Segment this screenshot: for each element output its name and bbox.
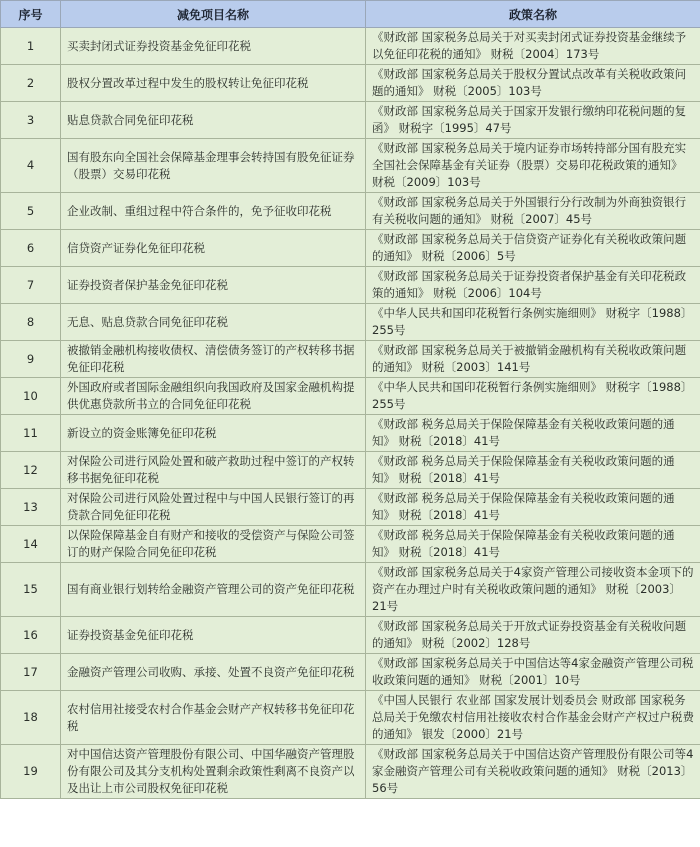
row-policy: 《财政部 税务总局关于保险保障基金有关税收政策问题的通知》 财税〔2018〕41号: [366, 526, 700, 563]
table-row: [1, 102, 700, 139]
row-no: 13: [1, 489, 61, 526]
row-item: 新设立的资金账簿免征印花税: [61, 415, 366, 452]
row-item: 国有股东向全国社会保障基金理事会转持国有股免征证券（股票）交易印花税: [61, 139, 366, 193]
row-no: 3: [1, 102, 61, 139]
row-policy: 《中华人民共和国印花税暂行条例实施细则》 财税字〔1988〕255号: [366, 304, 700, 341]
row-policy: 《财政部 国家税务总局关于对买卖封闭式证券投资基金继续予以免征印花税的通知》 财税〔2004〕173号: [366, 28, 700, 65]
table-row: [1, 617, 700, 654]
row-no: 19: [1, 745, 61, 799]
row-no: 12: [1, 452, 61, 489]
row-policy: 《财政部 国家税务总局关于中国信达等4家金融资产管理公司税收政策问题的通知》 财税〔2001〕10号: [366, 654, 700, 691]
table-row: [1, 489, 700, 526]
table-header-row: [1, 1, 700, 28]
header-item: 减免项目名称: [61, 1, 366, 28]
row-item: 对保险公司进行风险处置过程中与中国人民银行签订的再贷款合同免征印花税: [61, 489, 366, 526]
row-policy: 《财政部 国家税务总局关于4家资产管理公司接收资本金项下的资产在办理过户时有关税收政策问题的通知》 财税〔2003〕21号: [366, 563, 700, 617]
table-row: [1, 28, 700, 65]
row-item: 国有商业银行划转给金融资产管理公司的资产免征印花税: [61, 563, 366, 617]
row-item: 企业改制、重组过程中符合条件的，免予征收印花税: [61, 193, 366, 230]
table-row: [1, 341, 700, 378]
row-policy: 《财政部 国家税务总局关于中国信达资产管理股份有限公司等4家金融资产管理公司有关税收政策问题的通知》 财税〔2013〕56号: [366, 745, 700, 799]
table-row: [1, 378, 700, 415]
table-row: [1, 267, 700, 304]
table-row: [1, 654, 700, 691]
row-no: 15: [1, 563, 61, 617]
row-policy: 《财政部 国家税务总局关于被撤销金融机构有关税收政策问题的通知》 财税〔2003〕141号: [366, 341, 700, 378]
row-policy: 《财政部 税务总局关于保险保障基金有关税收政策问题的通知》 财税〔2018〕41号: [366, 489, 700, 526]
row-item: 以保险保障基金自有财产和接收的受偿资产与保险公司签订的财产保险合同免征印花税: [61, 526, 366, 563]
row-no: 7: [1, 267, 61, 304]
row-item: 外国政府或者国际金融组织向我国政府及国家金融机构提供优惠贷款所书立的合同免征印花税: [61, 378, 366, 415]
row-policy: 《财政部 国家税务总局关于国家开发银行缴纳印花税问题的复函》 财税字〔1995〕47号: [366, 102, 700, 139]
row-no: 2: [1, 65, 61, 102]
row-item: 信贷资产证券化免征印花税: [61, 230, 366, 267]
header-no: 序号: [1, 1, 61, 28]
row-policy: 《中华人民共和国印花税暂行条例实施细则》 财税字〔1988〕255号: [366, 378, 700, 415]
row-no: 14: [1, 526, 61, 563]
row-no: 1: [1, 28, 61, 65]
table-row: [1, 304, 700, 341]
header-policy: 政策名称: [366, 1, 700, 28]
row-item: 贴息贷款合同免征印花税: [61, 102, 366, 139]
row-policy: 《财政部 税务总局关于保险保障基金有关税收政策问题的通知》 财税〔2018〕41号: [366, 415, 700, 452]
table-row: [1, 452, 700, 489]
row-policy: 《财政部 国家税务总局关于股权分置试点改革有关税收政策问题的通知》 财税〔2005〕103号: [366, 65, 700, 102]
row-no: 16: [1, 617, 61, 654]
row-no: 4: [1, 139, 61, 193]
row-policy: 《中国人民银行 农业部 国家发展计划委员会 财政部 国家税务总局关于免缴农村信用社接收农村合作基金会财产产权过户税费的通知》 银发〔2000〕21号: [366, 691, 700, 745]
row-no: 8: [1, 304, 61, 341]
row-item: 对中国信达资产管理股份有限公司、中国华融资产管理股份有限公司及其分支机构处置剩余政策性剩离不良资产以及出让上市公司股权免征印花税: [61, 745, 366, 799]
row-item: 被撤销金融机构接收债权、清偿债务签订的产权转移书据免征印花税: [61, 341, 366, 378]
table-row: [1, 65, 700, 102]
row-item: 金融资产管理公司收购、承接、处置不良资产免征印花税: [61, 654, 366, 691]
row-item: 股权分置改革过程中发生的股权转让免征印花税: [61, 65, 366, 102]
table-row: [1, 415, 700, 452]
row-item: 证券投资基金免征印花税: [61, 617, 366, 654]
row-item: 对保险公司进行风险处置和破产救助过程中签订的产权转移书据免征印花税: [61, 452, 366, 489]
row-item: 无息、贴息贷款合同免征印花税: [61, 304, 366, 341]
table-row: [1, 230, 700, 267]
row-no: 10: [1, 378, 61, 415]
table-row: [1, 563, 700, 617]
row-no: 18: [1, 691, 61, 745]
row-policy: 《财政部 国家税务总局关于外国银行分行改制为外商独资银行有关税收问题的通知》 财税〔2007〕45号: [366, 193, 700, 230]
row-policy: 《财政部 税务总局关于保险保障基金有关税收政策问题的通知》 财税〔2018〕41号: [366, 452, 700, 489]
row-policy: 《财政部 国家税务总局关于信贷资产证券化有关税收政策问题的通知》 财税〔2006〕5号: [366, 230, 700, 267]
table-row: [1, 745, 700, 799]
table-row: [1, 139, 700, 193]
row-policy: 《财政部 国家税务总局关于证券投资者保护基金有关印花税政策的通知》 财税〔2006〕104号: [366, 267, 700, 304]
table-row: [1, 193, 700, 230]
row-no: 11: [1, 415, 61, 452]
row-item: 证券投资者保护基金免征印花税: [61, 267, 366, 304]
row-item: 农村信用社接受农村合作基金会财产产权转移书免征印花税: [61, 691, 366, 745]
row-policy: 《财政部 国家税务总局关于境内证券市场转持部分国有股充实全国社会保障基金有关证券（股票）交易印花税政策的通知》 财税〔2009〕103号: [366, 139, 700, 193]
row-no: 17: [1, 654, 61, 691]
table-row: [1, 526, 700, 563]
row-policy: 《财政部 国家税务总局关于开放式证券投资基金有关税收问题的通知》 财税〔2002〕128号: [366, 617, 700, 654]
row-no: 9: [1, 341, 61, 378]
row-no: 5: [1, 193, 61, 230]
table-row: [1, 691, 700, 745]
row-no: 6: [1, 230, 61, 267]
row-item: 买卖封闭式证券投资基金免征印花税: [61, 28, 366, 65]
